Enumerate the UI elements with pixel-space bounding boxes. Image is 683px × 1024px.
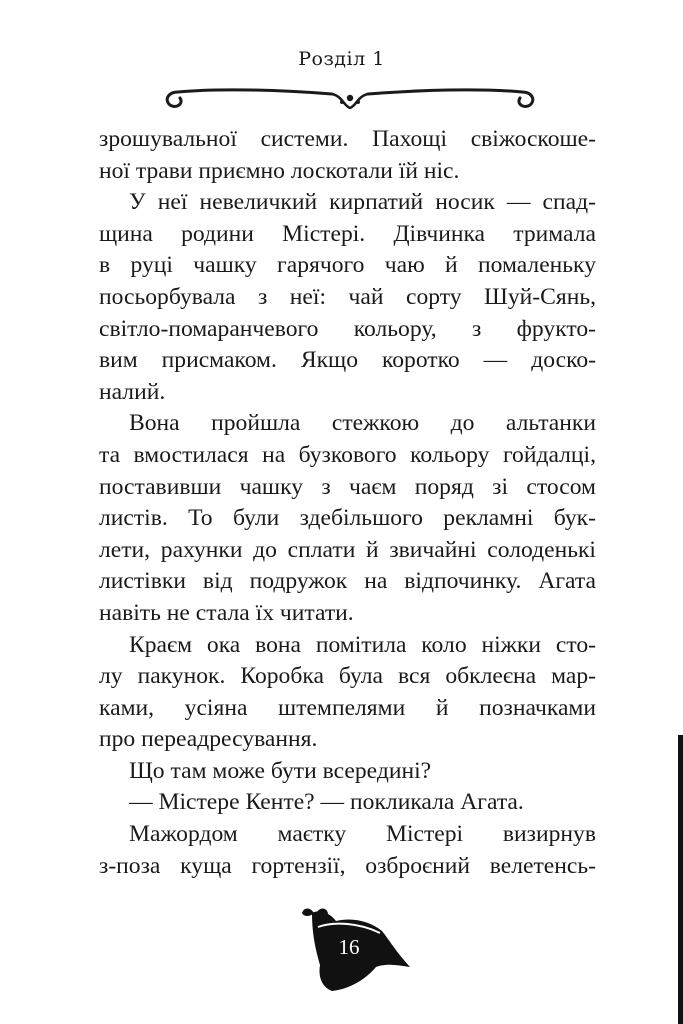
chapter-heading: Розділ 1 [298,48,385,70]
text-line: посьорбувала з неї: чай сорту Шуй-Сянь, [99,283,596,310]
text-line: в руці чашку гарячого чаю й помаленьку [99,252,596,279]
text-line: поставивши чашку з чаєм поряд зі стосом [99,473,596,500]
text-line: зрошувальної системи. Пахощі свіжоскоше- [99,126,596,152]
text-line: навіть не стала їх читати. [99,599,354,626]
text-line: вим присмаком. Якщо коротко — доско- [99,347,596,374]
text-line: з-поза куща гортензії, озброєний велетенсь- [99,852,596,879]
text-line: налий. [99,378,166,405]
text-line: Вона пройшла стежкою до альтанки [129,410,596,437]
text-line: листівки від подружок на відпочинку. Агата [99,568,596,595]
page-edge [678,735,683,1024]
text-line: Краєм ока вона помітила коло ніжки сто- [129,631,596,658]
text-line: світло-помаранчевого кольору, з фрукто- [99,315,596,342]
text-line: лу пакунок. Коробка була вся обклеєна мар- [99,663,596,690]
text-line: щина родини Містері. Дівчинка тримала [99,220,596,247]
text-line: лети, рахунки до сплати й звичайні солоденькі [99,536,596,563]
page-number: 16 [338,935,360,959]
text-line: ками, усіяна штемпелями й позначками [99,694,596,721]
text-line: про переадресування. [99,726,318,753]
text-line: Мажордом маєтку Містері визирнув [129,821,596,848]
text-line: Що там може бути всередині? [129,757,432,784]
text-line: та вмостилася на бузкового кольору гойдалці, [99,441,596,468]
flourish-divider-icon [160,78,540,114]
text-line: У неї невеличкий кирпатий носик — спад- [129,189,596,216]
text-line: — Містере Кенте? — покликала Агата. [129,789,524,816]
text-line: листів. То були здебільшого рекламні бук- [99,505,596,532]
text-line: ної трави приємно лоскотали їй ніс. [99,157,460,184]
body-text [99,124,596,882]
